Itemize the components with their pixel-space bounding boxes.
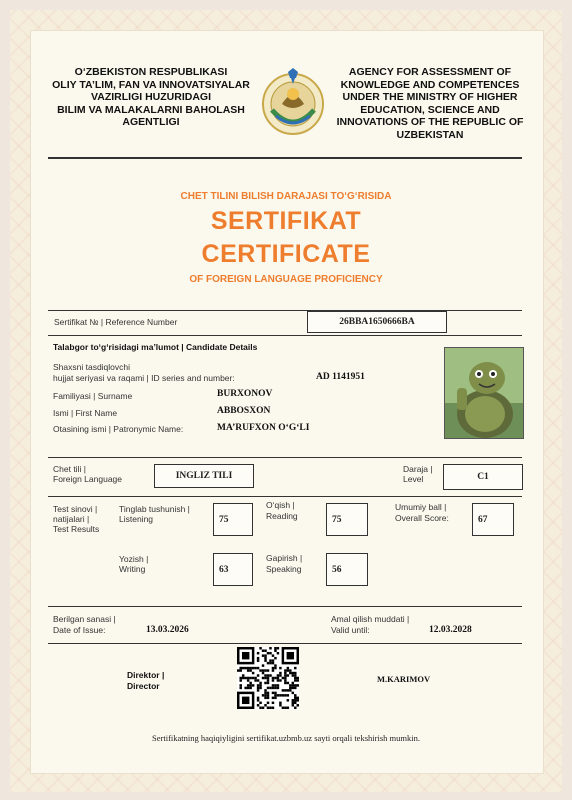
reference-value: 26BBA1650666BA <box>307 311 447 333</box>
header-uz-line: OLIY TA’LIM, FAN VA INNOVATSIYALAR <box>52 78 250 91</box>
language-label-2: Foreign Language <box>53 474 123 484</box>
header-en <box>326 66 534 141</box>
header-uz-line: BILIM VA MALAKALARNI BAHOLASH <box>57 103 245 116</box>
header-uz-line: AGENTLIGI <box>122 116 180 128</box>
valid-label-1: Amal qilish muddati | <box>331 614 410 624</box>
title-main-uz: SERTIFIKAT <box>210 207 362 235</box>
level-label-1: Daraja | <box>403 464 433 474</box>
first-name-label: Ismi | First Name <box>53 408 118 418</box>
header-uz <box>42 66 260 129</box>
header-en-line: AGENCY FOR ASSESSMENT OF <box>348 66 512 78</box>
reference-label: Sertifikat № | Reference Number <box>54 317 178 327</box>
writing-label-2: Writing <box>119 564 146 574</box>
issue-label-2: Date of Issue: <box>53 625 106 635</box>
writing-label-1: Yozish | <box>119 554 149 564</box>
title-subtitle: CHET TILINI BILISH DARAJASI TO‘G‘RISIDA <box>180 191 392 202</box>
qr-code-icon[interactable] <box>237 647 299 709</box>
language-label-1: Chet tili | <box>53 464 86 474</box>
header-uz-line: O‘ZBEKISTON RESPUBLIKASI <box>74 66 228 78</box>
candidate-photo <box>444 347 524 439</box>
header-en-line: EDUCATION, SCIENCE AND <box>360 103 500 116</box>
title-sub-en: OF FOREIGN LANGUAGE PROFICIENCY <box>189 274 383 285</box>
state-emblem-icon <box>260 64 326 140</box>
issue-label-1: Berilgan sanasi | <box>53 614 116 624</box>
reading-label-1: O‘qish | <box>266 500 295 510</box>
id-label-2: hujjat seriyasi va raqami | ID series and number: <box>53 373 235 383</box>
results-label-3: Test Results <box>53 524 100 534</box>
first-name-value: ABBOSXON <box>217 406 271 416</box>
header-divider <box>48 157 522 159</box>
reading-label-2: Reading <box>266 511 298 521</box>
director-label-2: Director <box>127 681 160 691</box>
director-name: M.KARIMOV <box>377 674 431 684</box>
results-label-2: natijalari | <box>53 514 90 524</box>
valid-date-value: 12.03.2028 <box>429 625 472 635</box>
level-label-2: Level <box>403 474 424 484</box>
header-en-line: KNOWLEDGE AND COMPETENCES <box>340 78 520 91</box>
director-label-1: Direktor | <box>127 670 165 680</box>
overall-label-2: Overall Score: <box>395 513 449 523</box>
header-en-line: UNDER THE MINISTRY OF HIGHER <box>342 91 518 103</box>
writing-score: 63 <box>213 553 253 586</box>
speaking-score: 56 <box>326 553 368 586</box>
language-value: INGLIZ TILI <box>154 464 254 488</box>
surname-label: Familiyasi | Surname <box>53 391 133 401</box>
patronymic-label: Otasining ismi | Patronymic Name: <box>53 424 184 434</box>
listening-score: 75 <box>213 503 253 536</box>
header-en-line: UZBEKISTAN <box>396 128 464 141</box>
id-value: AD 1141951 <box>316 372 365 382</box>
issue-date-value: 13.03.2026 <box>146 625 189 635</box>
surname-value: BURXONOV <box>217 389 273 399</box>
title-main-en: CERTIFICATE <box>201 240 371 268</box>
listening-label-2: Listening <box>119 514 154 524</box>
candidate-heading: Talabgor to‘g‘risidagi ma’lumot | Candidate Details <box>53 342 258 352</box>
overall-label-1: Umumiy ball | <box>395 502 447 512</box>
verification-note: Sertifikatning haqiqiyligini sertifikat.uzbmb.uz sayti orqali tekshirish mumkin. <box>152 733 420 743</box>
speaking-label-1: Gapirish | <box>266 553 303 563</box>
header-uz-line: VAZIRLIGI HUZURIDAGI <box>91 91 211 103</box>
reading-score: 75 <box>326 503 368 536</box>
listening-label-1: Tinglab tushunish | <box>119 504 190 514</box>
valid-label-2: Valid until: <box>331 625 370 635</box>
level-value: C1 <box>443 464 523 490</box>
header-en-line: INNOVATIONS OF THE REPUBLIC OF <box>336 116 524 128</box>
overall-score: 67 <box>472 503 514 536</box>
patronymic-value: MA’RUFXON O‘G‘LI <box>217 423 310 433</box>
id-label-1: Shaxsni tasdiqlovchi <box>53 362 131 372</box>
results-label-1: Test sinovi | <box>53 504 98 514</box>
speaking-label-2: Speaking <box>266 564 302 574</box>
